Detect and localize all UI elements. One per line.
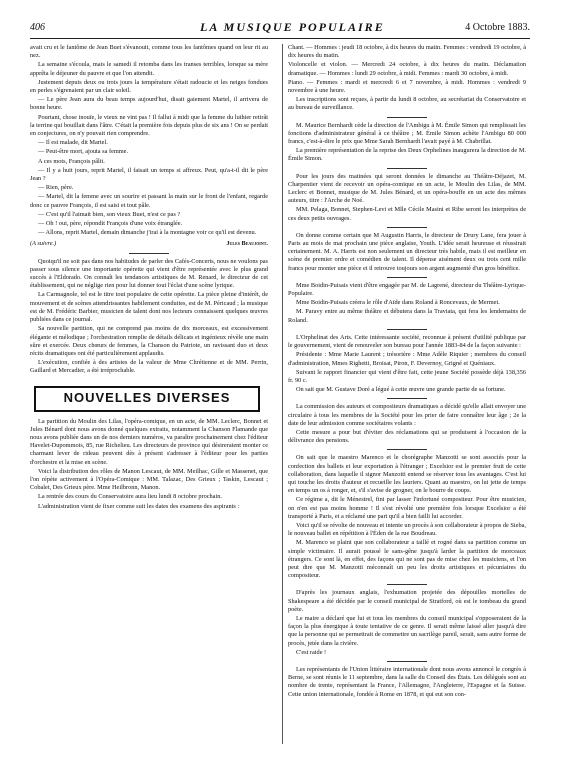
story-paragraph: — Oh ! oui, père, répondit François d'une voix étranglée.	[38, 220, 183, 228]
story-paragraph: avait cru et le fantôme de Jean Buet s'évanouit, comme tous les fantômes quand on leur rit au nez.	[30, 44, 268, 60]
news-item: Voici la distribution des rôles de Manon Lescaut, de MM. Meilhac, Gille et Massenet, que l'on répète activement à l'Opéra-Comique : MM. Talazac, Des Grieux ; Taskin, Lescaut ; Cobalet, Des Grieux père. Mme Heilbronn, Manon.	[30, 467, 268, 492]
issue-date: 4 Octobre 1883.	[465, 22, 530, 33]
story-paragraph: Justement depuis deux ou trois jours la température s'était radoucie et les neiges fondues en perles s'égrenaient par un clair soleil.	[30, 78, 268, 95]
separator	[387, 329, 427, 330]
exam-line: Les inscriptions sont reçues, à partir du lundi 8 octobre, au secrétariat du Conservatoire et au bureau de surveillance.	[288, 96, 526, 112]
story-paragraph: Pourtant, chose inouïe, le vieux ne vint pas ! Il fallut à midi que la femme du luthier retirât la terrine qui bouillait dans l'âtre. C'était la première fois depuis plus de six ans ! On se perdait en conjectures, on n'y pouvait rien comprendre.	[30, 113, 268, 138]
exam-schedule	[288, 44, 526, 113]
story-paragraph: — C'est qu'il l'aimait bien, son vieux Buet, n'est ce pas ?	[38, 210, 181, 218]
chronique-paragraph: Quoiqu'il ne soit pas dans nos habitudes de parler des Cafés-Concerts, nous ne voulons pas passer sous silence une importante opérette qui vient d'être représentée avec le plus grand succès à l'Eldorado. On connaît les tendances artistiques de M. Renard, le directeur de cet établissement, qui ne néglige rien pour lui donner tout l'éclat d'une scène lyrique.	[30, 257, 268, 290]
separator	[387, 227, 427, 228]
news-item: Ce régime a, dit le Ménestrel, fini par lasser l'infortuné compositeur. Pour être musicien, on n'en est pas moins homme ! Il s'est révolté une première fois lorsque Excelsior a été transporté à Paris, et a réclamé une part qu'il a bien failli lui accorder.	[288, 496, 526, 520]
separator	[387, 277, 427, 278]
separator	[387, 661, 427, 662]
right-column	[288, 44, 526, 749]
page-number: 406	[30, 22, 45, 33]
story-paragraph: — Allons, reprit Martel, demain dimanche j'irai à la montagne voir ce qu'il est devenu.	[38, 229, 257, 237]
news-item: M. Maurice Bernhardt cède la direction de l'Ambigu à M. Émile Simon qui remplissait les fonctions d'administrateur général à ce théâtre ; M. Émile Simon achète l'Ambigu 80 000 francs, c'est-à-dire le prix que Mme Sarah Bernhardt l'avait payé à M. Chabrillat.	[288, 121, 526, 146]
column-divider	[282, 44, 283, 744]
story-paragraph: A ces mots, François pâlit.	[38, 157, 105, 165]
to-be-continued: (A suivre.)	[30, 240, 57, 248]
exam-line: Chant. — Hommes : jeudi 18 octobre, à dix heures du matin. Femmes : vendredi 19 octobre, à dix heures du matin.	[288, 44, 526, 60]
news-item: La première représentation de la reprise des Deux Orphelines inaugurera la direction de M. Émile Simon.	[288, 147, 526, 163]
section-title: NOUVELLES DIVERSES	[34, 386, 260, 412]
news-item: Le maire a déclaré que lui et tous les membres du conseil municipal s'opposeraient de la façon la plus énergique à toute tentative de ce genre. Il serait même laissé aller jusqu'à dire que la personne qui se permettrait de commettre un sacrilège pareil, serait, sans autre forme de procès, jetée dans la rivière.	[288, 614, 526, 647]
exam-line: Violoncelle et violon. — Mercredi 24 octobre, à dix heures du matin. Déclamation dramatique. — Hommes : lundi 29 octobre, à midi. Femmes : mardi 30 octobre, à midi.	[288, 61, 526, 77]
story-paragraph: — Le père Jean aura du beau temps aujourd'hui, disait gaiement Martel, il arrivera de bonne heure.	[30, 96, 268, 112]
journal-title: LA MUSIQUE POPULAIRE	[200, 20, 385, 34]
news-item: La commission des auteurs et compositeurs dramatiques a décidé qu'elle allait envoyer une circulaire à tous les membres de la Société pour les prier de faire connaître leur âge ; 2e la date de leur admission comme sociétaires volants :	[288, 403, 526, 427]
news-item: L'Orphelinat des Arts. Cette intéressante société, reconnue à présent d'utilité publique par le gouvernement, vient de renouveler son bureau pour l'année 1883-84 de la façon suivante :	[288, 333, 526, 350]
story-signature	[30, 240, 268, 248]
exam-line: Piano. — Femmes : mardi et mercredi 6 et 7 novembre, à midi. Hommes : vendredi 9 novembre à une heure.	[288, 78, 526, 95]
nouvelles-diverses	[30, 418, 268, 511]
story-author: Jules Beaujoint.	[226, 240, 268, 248]
orphelinat-news	[288, 334, 526, 394]
news-item: MM. Pelaga, Bonnet, Stephen-Levi et Mlle Cécile Masini et Ribe seront les interprètes de ces deux petits ouvrages.	[288, 206, 526, 222]
separator	[387, 117, 427, 118]
separator	[387, 398, 427, 399]
header-rule	[30, 38, 530, 39]
news-item: La partition du Moulin des Lilas, l'opéra-comique, en un acte, de MM. Leclerc, Bonnet et Jules Bénard dont nous avons donné quelques extraits, notamment la Chanson Flamande que nous avons publiée dans un de nos derniers numéros, va paraître prochainement chez l'éditeur Havelet-Dupommois, 85, rue Richelieu. Les directeurs de province qui désireraient monter ce charmant lever de rideau peuvent dès à présent s'adresser à l'éditeur pour les parties d'orchestre et la mise en scène.	[30, 417, 268, 466]
news-item: Suivant le rapport financier qui vient d'être fait, cette jeune Société possède déjà 138,356 fr. 90 c.	[288, 368, 526, 384]
story-continuation	[30, 44, 268, 237]
story-paragraph: — Il est malade, dit Martel.	[38, 139, 108, 147]
news-item: Cette mesure a pour but d'éviter des réclamations qui se produisent à l'occasion de la délivrance des pensions.	[288, 428, 526, 445]
left-column	[30, 44, 268, 744]
news-item: Présidente : Mme Marie Laurent ; trésorière : Mme Adèle Riquier ; membres du conseil d'administration, Mmes Righetti, Broisat, Piron, F. Devernoy, Grigné et Quéniaux.	[288, 351, 526, 367]
commission-news	[288, 403, 526, 699]
news-item: L'administration vient de fixer comme suit les dates des examens des aspirants :	[38, 502, 240, 510]
chronique-paragraph: L'exécution, confiée à des artistes de la valeur de Mme Chrétienne et de MM. Perrin, Gaillard et Mercadier, a été irréprochable.	[30, 359, 268, 375]
news-item: M. Paravy entre au même théâtre et débutera dans la Traviata, qui fera les lendemains de Roland.	[288, 308, 526, 324]
separator	[387, 584, 427, 585]
story-paragraph: — Rien, père.	[38, 184, 74, 192]
story-paragraph: — Martel, dit la femme avec un sourire et passant la main sur le front de l'enfant, regarde donc ce pauvre François, il est saisi et tout pâle.	[30, 193, 268, 209]
news-item: La rentrée des cours du Conservatoire aura lieu lundi 8 octobre prochain.	[38, 493, 222, 501]
separator	[387, 168, 427, 169]
chronique-paragraph: Sa nouvelle partition, qui ne comprend pas moins de dix morceaux, est excessivement élégante et mélodique ; l'orchestration remplie de détails délicats et ingénieux révèle une main sûre et exercée. Deux chœurs de femmes, la Chanson du Patriote, un ravissant duo et deux récits dramatiques ont été particulièrement applaudis.	[30, 325, 268, 357]
news-item: Mme Boidin-Puisais vient d'être engagée par M. de Lagrené, directeur du Théâtre-Lyrique-Populaire.	[288, 281, 526, 298]
separator	[129, 253, 169, 254]
news-item: On sait que le maestro Marenco et le chorégraphe Manzotti se sont associés pour la confection des ballets et leur exportation à l'étranger ; Excelsior est le premier fruit de cette collaboration, dans laquelle il signor Manzotti entend se réserver tous les avantages. C'est lui qui touche les droits d'auteur et recueille les lauriers. Quant au maestro, on lui jette de temps en temps un os à ronger, et, s'il s'avise de grogner, on le bourre de coups.	[288, 454, 526, 495]
news-item: Mme Boidin-Puisais créera le rôle d'Aïde dans Roland à Roncevaux, de Mermet.	[296, 299, 500, 307]
theatre-news	[288, 122, 526, 325]
news-item: Pour les jours des matinées qui seront données le dimanche au Théâtre-Déjazet, M. Charpentier vient de recevoir un opéra-comique en un acte, le Moulin des Lilas, de MM. Leclerc et Bonnet, musique de M. Jules Bénard, et un opéra-bouffe en un acte des mêmes auteurs, titre : l'Arche de Noé.	[288, 172, 526, 205]
page-header	[30, 20, 530, 36]
chronique	[30, 258, 268, 376]
story-paragraph: — Peut-être mort, ajouta sa femme.	[38, 148, 129, 156]
news-item: On sait que M. Gustave Doré a légué à cette œuvre une grande partie de sa fortune.	[296, 386, 506, 394]
news-item: D'après les journaux anglais, l'exhumation projetée des dépouilles mortelles de Shakespeare a été décidée par le conseil municipal de Stratford, où est le tombeau du grand poète.	[288, 589, 526, 613]
story-paragraph: La semaine s'écoula, mais le samedi il retomba dans les transes terribles, lorsque sa mère apprêta le déjeuner du pauvre et que l'on attendit.	[30, 61, 268, 77]
news-item: M. Marenco se plaint que son collaborateur a taillé et rogné dans sa partition comme un simple victimaire. Il aurait poussé le sans-gêne jusqu'à larder la partition de morceaux étrangers. Ce sont là, en effet, des façons qui ne sont pas de mise chez les musiciens, et l'on peut dire que M. Manzotti méconnaît un peu les droits artistiques et pécuniaires du compositeur.	[288, 539, 526, 580]
story-paragraph: — Il y a huit jours, reprit Martel, il faisait un temps si affreux. Peut, qu'a-t-il dit le père Jean ?	[30, 166, 268, 183]
chronique-paragraph: La Carmagnole, tel est le titre tout populaire de cette opérette. La pièce pleine d'intérêt, de mouvement et de scènes attendrissantes habilement conduites, est de M. Péricaud ; la musique est de M. Frédéric Barbier, musicien de talent dont nos lecteurs connaissent quelques œuvres publiées dans ce journal.	[30, 291, 268, 324]
news-item: Voici qu'il se révolte de nouveau et intente un procès à son collaborateur à propos de Sieba, le nouveau ballet en répétition à l'Éden de la rue Boudreau.	[288, 521, 526, 538]
separator	[387, 449, 427, 450]
news-item: C'est raide !	[296, 648, 327, 656]
news-item: Les représentants de l'Union littéraire internationale dont nous avons annoncé le congrès à Berne, se sont réunis le 11 septembre, dans la salle du Conseil des États. Les délégués sont au nombre de trente, représentant la France, l'Allemagne, l'Angleterre, l'Espagne et la Suisse. Cette union internationale, fondée à Rome en 1878, et qui eut son con-	[288, 666, 526, 698]
news-item: On donne comme certain que M Augustin Harris, le directeur de Drury Lane, fera jouer à Paris au mois de mai prochain une pièce anglaise, Youth. L'idée serait heureuse et réussirait certainement. M. A. Harris est non seulement un directeur très habile, mais il est meilleur en scène de premier ordre et comédien de talent. Il dépense aisément deux ou trois cent mille francs pour monter une pièce et il retrouve toujours son argent augmenté d'un gros bénéfice.	[288, 231, 526, 272]
